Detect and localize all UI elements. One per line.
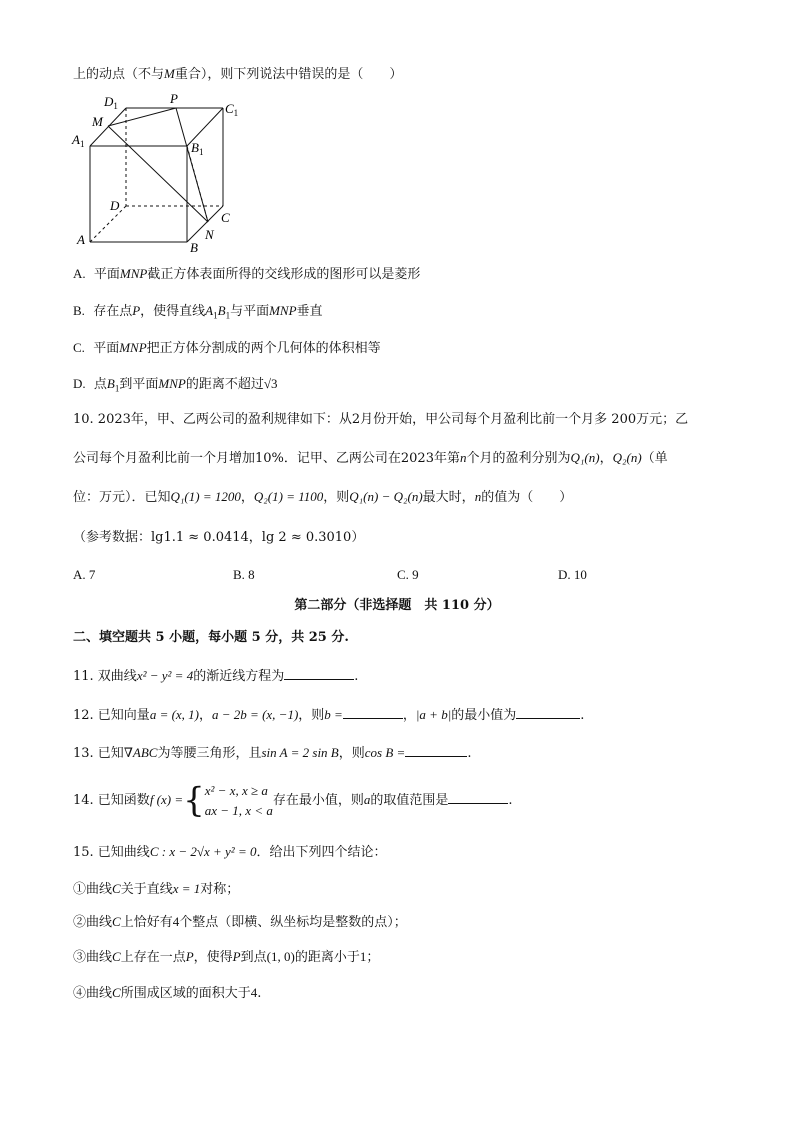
q15-math: 4 bbox=[250, 985, 258, 1000]
q13 bbox=[73, 742, 471, 764]
option-var: A bbox=[205, 303, 214, 318]
q15-text: ，使得 bbox=[193, 950, 233, 965]
q10-option-a: A. 7 bbox=[73, 567, 96, 582]
q9-option-b bbox=[73, 301, 323, 326]
q13-end: . bbox=[467, 746, 472, 761]
q15-math: (1, 0) bbox=[266, 949, 295, 964]
option-var: MNP bbox=[119, 340, 147, 355]
q15-math: 4 bbox=[172, 914, 180, 929]
q11 bbox=[73, 665, 358, 687]
option-text: 到平面 bbox=[119, 377, 159, 392]
q15-text: 到点 bbox=[240, 950, 267, 965]
q14-cases bbox=[205, 781, 273, 821]
q12-text: ，则 bbox=[298, 708, 325, 723]
q9-intro bbox=[73, 64, 402, 85]
q10-option-b: B. 8 bbox=[233, 567, 255, 582]
q12 bbox=[73, 704, 584, 726]
q12-answer-blank-1[interactable] bbox=[343, 704, 403, 719]
q12-math: |a + b| bbox=[415, 707, 452, 722]
option-label: D. bbox=[73, 376, 86, 391]
q12-end: . bbox=[580, 708, 585, 723]
option-var: B bbox=[217, 303, 226, 318]
option-sub: 1 bbox=[213, 310, 218, 321]
label-a: A bbox=[77, 232, 85, 247]
section2-title: 二、填空题共 5 小题，每小题 5 分，共 25 分. bbox=[73, 630, 349, 645]
q15-text: 所围成区域的面积大于 bbox=[120, 986, 251, 1001]
q10-reference bbox=[73, 528, 364, 548]
q15-text: 对称； bbox=[200, 882, 240, 897]
q10-math: Q₁(n) bbox=[570, 450, 600, 465]
q11-end: . bbox=[354, 669, 359, 684]
q10-text: 位：万元）．已知 bbox=[73, 490, 171, 505]
q15-text: ③曲线 bbox=[73, 950, 113, 965]
q12-math: a − 2b = (x, −1) bbox=[212, 707, 299, 722]
q15-conclusion-2 bbox=[73, 912, 407, 933]
q15-var: C bbox=[112, 914, 121, 929]
option-text: 截正方体表面所得的交线形成的图形可以是菱形 bbox=[147, 267, 421, 282]
q15-math: x = 1 bbox=[172, 881, 201, 896]
q10-option-d: D. 10 bbox=[558, 567, 587, 582]
option-sqrt: √3 bbox=[263, 376, 278, 391]
q15-text: ④曲线 bbox=[73, 986, 113, 1001]
q14-text: 存在最小值，则 bbox=[272, 793, 364, 808]
label-b: B bbox=[190, 240, 198, 254]
option-text: 与平面 bbox=[230, 304, 270, 319]
q15-text: 个整点（即横、纵坐标均是整数的点）； bbox=[179, 915, 407, 930]
q10-line1 bbox=[73, 410, 688, 430]
q15-text: ．给出下列四个结论： bbox=[256, 845, 387, 860]
q15-math: 1 bbox=[359, 949, 367, 964]
option-var: MNP bbox=[119, 266, 148, 281]
q15-text: ； bbox=[366, 950, 380, 965]
option-sub: 1 bbox=[114, 383, 120, 394]
q9-intro-end: 重合），则下列说法中错误的是（ ） bbox=[174, 67, 403, 82]
q10-option-c: C. 9 bbox=[397, 567, 419, 582]
q9-option-a bbox=[73, 264, 420, 285]
label-c: C bbox=[221, 210, 230, 225]
q10-text: 的值为（ ） bbox=[481, 490, 573, 505]
q10-var: n bbox=[474, 489, 482, 504]
q9-option-c bbox=[73, 338, 381, 359]
label-b1: $B_1$ bbox=[191, 140, 204, 157]
q13-math: cos B = bbox=[364, 745, 406, 760]
q15-math: P bbox=[185, 949, 194, 964]
q15-var: C bbox=[112, 949, 121, 964]
option-var: MNP bbox=[269, 303, 297, 318]
q9-option-d bbox=[73, 374, 278, 399]
q12-text: 12. 已知向量 bbox=[73, 708, 150, 723]
option-sub: 1 bbox=[225, 310, 231, 321]
q10-text: ， bbox=[599, 451, 613, 466]
q14-text: 14. 已知函数 bbox=[73, 793, 150, 808]
q15-text: 上恰好有 bbox=[120, 915, 173, 930]
q15-math: P bbox=[232, 949, 241, 964]
q15-var: C bbox=[112, 985, 121, 1000]
q11-math: x² − y² = 4 bbox=[136, 668, 194, 683]
q11-text: 11. 双曲线 bbox=[73, 669, 137, 684]
q10-text: ， bbox=[240, 490, 254, 505]
q13-text: 13. 已知 bbox=[73, 746, 124, 761]
q12-text: ， bbox=[402, 708, 416, 723]
option-text: 存在点 bbox=[93, 304, 133, 319]
option-var: MNP bbox=[158, 376, 186, 391]
q10-text: 公司每个月盈利比前一个月增加10%．记甲、乙两公司在2023年第 bbox=[73, 451, 460, 466]
option-text: 的距离不超过 bbox=[185, 377, 264, 392]
q15-conclusion-4 bbox=[73, 983, 261, 1004]
q9-intro-text: 上的动点（不与 bbox=[73, 67, 165, 82]
q15-var: C bbox=[112, 881, 121, 896]
q15-text: . bbox=[257, 986, 262, 1001]
q11-text: 的渐近线方程为 bbox=[193, 669, 285, 684]
q12-math: b = bbox=[324, 707, 343, 722]
q9-intro-var: M bbox=[164, 66, 175, 81]
q10-text: （单 bbox=[641, 451, 668, 466]
q10-reference-text: （参考数据：lg1.1 ≈ 0.0414，lg 2 ≈ 0.3010） bbox=[73, 530, 365, 545]
q14-brace: { bbox=[183, 780, 205, 821]
q12-text: ， bbox=[199, 708, 213, 723]
label-c1: $C_1$ bbox=[225, 101, 239, 118]
label-p: P bbox=[170, 92, 178, 106]
q14-end: . bbox=[508, 793, 513, 808]
q15-text: 关于直线 bbox=[120, 882, 173, 897]
q13-math: sin A = 2 sin B bbox=[261, 745, 339, 760]
label-m: M bbox=[92, 114, 103, 129]
q13-answer-blank[interactable] bbox=[405, 742, 467, 757]
option-text: 垂直 bbox=[296, 304, 323, 319]
option-label: A. bbox=[73, 266, 86, 281]
q10-text: ，则 bbox=[323, 490, 350, 505]
q10-math: Q₂(n) bbox=[612, 450, 642, 465]
segment-m-p bbox=[108, 108, 176, 126]
q15-text: 的距离小于 bbox=[294, 950, 360, 965]
q12-answer-blank-2[interactable] bbox=[516, 704, 580, 719]
option-text: 平面 bbox=[93, 341, 120, 356]
q10-math: Q₁(1) = 1200 bbox=[170, 489, 241, 504]
q11-answer-blank[interactable] bbox=[284, 665, 354, 680]
option-label: B. bbox=[73, 303, 85, 318]
edge-a-d bbox=[90, 206, 126, 242]
q10-line2 bbox=[73, 448, 668, 469]
q10-text: 最大时， bbox=[422, 490, 475, 505]
q10-text: 10. 2023年，甲、乙两公司的盈利规律如下：从2月份开始，甲公司每个月盈利比前一个月多 200万元；乙 bbox=[73, 412, 689, 427]
q15 bbox=[73, 842, 387, 863]
label-d: D bbox=[110, 198, 120, 213]
label-a1: $A_1$ bbox=[72, 132, 85, 149]
q15-text: 15. 已知曲线 bbox=[73, 845, 150, 860]
q10-math: Q₂(1) = 1100 bbox=[253, 489, 324, 504]
cube-figure bbox=[68, 92, 248, 254]
q10-var: n bbox=[459, 450, 467, 465]
q15-text: ①曲线 bbox=[73, 882, 113, 897]
q12-text: 的最小值为 bbox=[451, 708, 517, 723]
q14-var: a bbox=[363, 792, 371, 807]
q15-text: 上存在一点 bbox=[120, 950, 186, 965]
q15-conclusion-1 bbox=[73, 879, 239, 900]
label-d1: $D_1$ bbox=[104, 94, 118, 111]
q14-math: f (x) = bbox=[149, 792, 184, 807]
q15-math: C : x − 2√x + y² = 0 bbox=[149, 844, 257, 859]
q14-answer-blank[interactable] bbox=[448, 789, 508, 804]
option-label: C. bbox=[73, 340, 85, 355]
q13-text: ，则 bbox=[338, 746, 365, 761]
q10-line3 bbox=[73, 487, 572, 508]
option-text: ，使得直线 bbox=[140, 304, 206, 319]
q12-math: a = (x, 1) bbox=[149, 707, 200, 722]
q13-text: 为等腰三角形，且 bbox=[157, 746, 262, 761]
q14-text: 的取值范围是 bbox=[370, 793, 449, 808]
q14-case-1: x² − x, x ≥ a bbox=[204, 782, 268, 798]
q10-text: 个月的盈利分别为 bbox=[466, 451, 571, 466]
label-n: N bbox=[205, 227, 214, 242]
option-var: P bbox=[132, 303, 141, 318]
option-text: 平面 bbox=[93, 267, 120, 282]
q14-case-2: ax − 1, x < a bbox=[204, 802, 273, 818]
q13-math: ∇ABC bbox=[123, 745, 158, 760]
q15-conclusion-3 bbox=[73, 947, 379, 968]
q10-math: Q₁(n) − Q₂(n) bbox=[349, 489, 423, 504]
q14 bbox=[73, 778, 513, 823]
q15-text: ②曲线 bbox=[73, 915, 113, 930]
option-text: 把正方体分割成的两个几何体的体积相等 bbox=[146, 341, 381, 356]
part2-title: 第二部分（非选择题 共 110 分） bbox=[294, 598, 500, 613]
option-text: 点 bbox=[93, 377, 107, 392]
option-var: B bbox=[106, 376, 115, 391]
